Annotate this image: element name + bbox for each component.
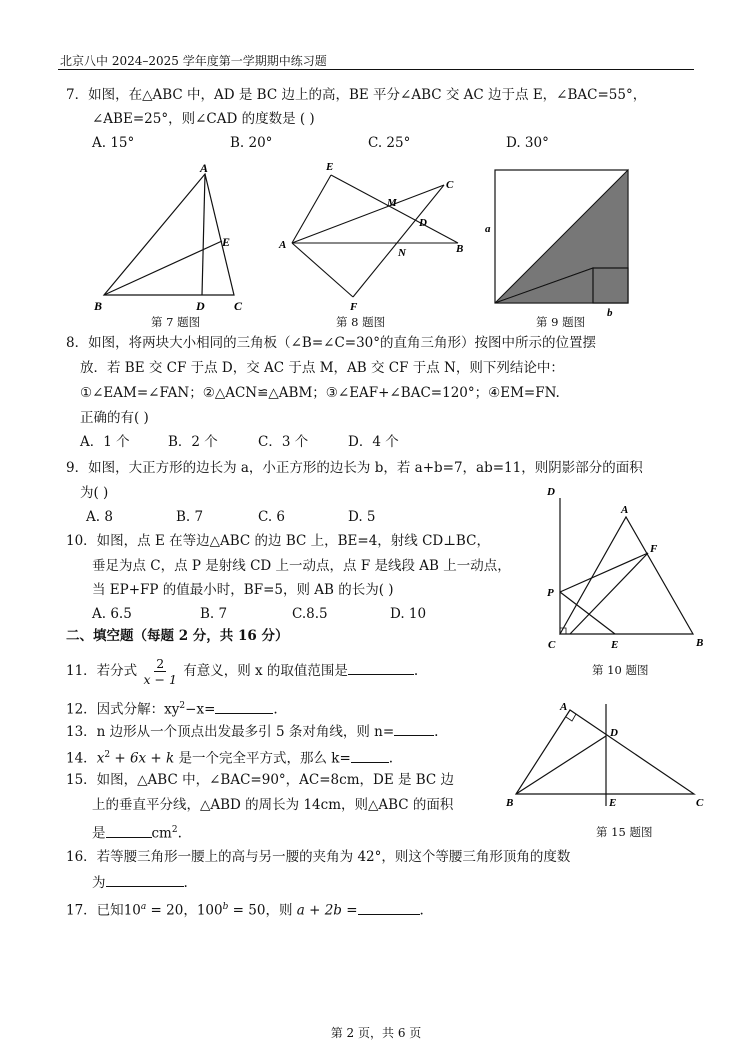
q12-prefix: 12．因式分解：xy: [66, 701, 180, 718]
fig15-label-c: C: [696, 797, 704, 809]
q17-prefix: 17．已知: [66, 902, 124, 919]
q11-answer-blank[interactable]: [348, 661, 414, 675]
q10-line2: 垂足为点 C，点 P 是射线 CD 上一动点，点 F 是线段 AB 上一动点，: [92, 558, 511, 574]
q17-e2-rest: = 50，则: [228, 902, 297, 919]
figure-7: [88, 158, 258, 328]
fig9-caption: 第 9 题图: [536, 315, 586, 329]
q8-option-b: B．2 个: [168, 434, 218, 450]
q10-option-c: C.8.5: [292, 606, 328, 622]
fig15-triangle-abc: [516, 710, 694, 794]
q8-option-d: D．4 个: [348, 434, 399, 450]
q7-line1: 7．如图，在△ABC 中，AD 是 BC 边上的高，BE 平分∠ABC 交 AC 边于点 E，∠BAC=55°，: [66, 87, 647, 103]
q14: [66, 746, 393, 768]
q11: [66, 656, 418, 687]
fig15-label-d: D: [610, 727, 618, 739]
fig7-label-b: B: [94, 299, 103, 313]
fig7-label-c: C: [234, 299, 243, 313]
q7-line2: ∠ABE=25°，则∠CAD 的度数是 ( ): [92, 111, 315, 127]
q16-line2-prefix: 为: [92, 875, 106, 891]
fig9-label-b: b: [607, 307, 613, 319]
header-rule: [58, 69, 694, 70]
fig7-triangle-abc: [104, 174, 234, 295]
q11-denominator: x − 1: [143, 672, 177, 687]
fig10-label-f: F: [650, 543, 658, 555]
q9-line2: 为( ): [80, 485, 109, 501]
q8-line1: 8．如图，将两块大小相同的三角板（∠B=∠C=30°的直角三角形）按图中所示的位置摆: [66, 335, 597, 351]
q13-answer-blank[interactable]: [394, 722, 434, 736]
q13-end: .: [434, 724, 439, 740]
fig10-caption: 第 10 题图: [592, 663, 649, 677]
q17: [66, 898, 424, 920]
q10-line1: 10．如图，点 E 在等边△ABC 的边 BC 上，BE=4，射线 CD⊥BC，: [66, 533, 490, 549]
q14-sup: 2: [104, 750, 111, 760]
fig10-line-pf: [560, 553, 648, 592]
fig8-label-b: B: [456, 243, 464, 255]
fig7-label-e: E: [222, 235, 231, 249]
q12: [66, 697, 278, 719]
q11-prefix: 11．若分式: [66, 663, 138, 679]
q11-fraction: [141, 656, 178, 687]
q9-option-b: B. 7: [176, 509, 204, 525]
q14-expr-a: x: [96, 750, 105, 767]
q13: [66, 722, 438, 741]
q12-answer-blank[interactable]: [215, 700, 273, 714]
figure-8: [270, 156, 480, 316]
fig8-label-d: D: [419, 217, 427, 229]
q14-end: .: [388, 750, 394, 767]
fig15-label-a: A: [560, 701, 568, 713]
q8-line2: 放．若 BE 交 CF 于点 D，交 AC 于点 M，AB 交 CF 于点 N，则下列结论中：: [80, 360, 564, 376]
q12-end: .: [273, 701, 278, 718]
fig8-label-n: N: [398, 247, 406, 259]
q10-line3: 当 EP+FP 的值最小时，BF=5，则 AB 的长为( ): [92, 582, 394, 598]
fig15-segment-bd: [516, 736, 606, 794]
q15-line1: 15．如图，△ABC 中，∠BAC=90°，AC=8cm，DE 是 BC 边: [66, 772, 455, 788]
figure-15: [498, 696, 718, 826]
fig9-label-a: a: [485, 223, 491, 235]
fig9-small-square: [593, 268, 628, 303]
q15-unit: cm: [151, 825, 172, 842]
q9-option-c: C. 6: [258, 509, 286, 525]
fig7-bisector-be: [104, 241, 222, 295]
fig10-label-b: B: [696, 637, 704, 649]
fig10-label-c: C: [548, 639, 556, 651]
q16-line2: [92, 873, 188, 892]
q11-suffix: 有意义，则 x 的取值范围是: [183, 663, 348, 679]
q7-option-c: C. 25°: [368, 135, 411, 151]
q15-end: .: [177, 825, 182, 842]
q9-option-a: A. 8: [86, 509, 113, 525]
q17-e1: 10: [123, 902, 141, 919]
fig7-label-d: D: [196, 299, 205, 313]
figure-10: [540, 480, 720, 655]
q10-option-b: B. 7: [200, 606, 228, 622]
fig8-label-e: E: [326, 161, 334, 173]
q14-prefix: 14．: [66, 750, 97, 767]
q17-eq: =: [341, 902, 358, 919]
fig8-label-f: F: [350, 301, 358, 313]
fig10-label-a: A: [621, 504, 629, 516]
fig7-label-a: A: [200, 161, 209, 175]
fig15-right-angle: [566, 714, 576, 721]
fig10-line-fe: [570, 553, 648, 634]
q8-line3: ①∠EAM=∠FAN；②△ACN≌△ABM；③∠EAF+∠BAC=120°；④EM=FN.: [80, 385, 560, 401]
section2-title: 二、填空题（每题 2 分，共 16 分）: [66, 628, 289, 644]
q17-answer-blank[interactable]: [358, 901, 420, 915]
q15-answer-blank[interactable]: [106, 824, 152, 838]
fig8-label-c: C: [446, 179, 454, 191]
q7-option-d: D. 30°: [506, 135, 549, 151]
q12-sup: 2: [179, 701, 186, 711]
q8-option-c: C．3 个: [258, 434, 309, 450]
q17-e2: 100: [196, 902, 223, 919]
q15-line3-prefix: 是: [92, 825, 106, 842]
q8-line4: 正确的有( ): [80, 410, 149, 426]
q14-answer-blank[interactable]: [351, 749, 389, 763]
figure-9: [480, 162, 640, 322]
q17-e1-sup: a: [140, 902, 147, 912]
q14-suffix: 是一个完全平方式，那么 k=: [174, 750, 351, 767]
q16-end: .: [183, 875, 188, 891]
fig10-label-p: P: [547, 587, 554, 599]
q15-line2: 上的垂直平分线，△ABD 的周长为 14cm，则△ABC 的面积: [92, 797, 454, 813]
q7-option-b: B. 20°: [230, 135, 273, 151]
fig10-label-e: E: [611, 639, 619, 651]
fig7-altitude-ad: [202, 174, 205, 295]
q13-prefix: 13．n 边形从一个顶点出发最多引 5 条对角线，则 n=: [66, 724, 395, 740]
q11-end: .: [413, 663, 419, 679]
q14-expr-b: + 6x + k: [110, 750, 175, 767]
fig15-caption: 第 15 题图: [596, 825, 653, 839]
q10-option-d: D. 10: [390, 606, 427, 622]
q16-line1: 16．若等腰三角形一腰上的高与另一腰的夹角为 42°，则这个等腰三角形顶角的度数: [66, 849, 571, 865]
fig8-label-m: M: [387, 197, 397, 209]
fig10-label-d: D: [547, 486, 555, 498]
q17-expr: a + 2b: [296, 902, 342, 919]
page-footer: 第 2 页，共 6 页: [330, 1026, 422, 1040]
q9-option-d: D. 5: [348, 509, 376, 525]
fig8-caption: 第 8 题图: [336, 315, 386, 329]
q7-option-a: A. 15°: [92, 135, 135, 151]
q10-option-a: A. 6.5: [92, 606, 132, 622]
q17-e2-sup: b: [222, 902, 229, 912]
q17-e1-rest: = 20，: [146, 902, 197, 919]
q15-line3: [92, 821, 182, 843]
fig10-line-pe: [560, 592, 615, 634]
q16-answer-blank[interactable]: [106, 873, 184, 887]
fig8-label-a: A: [279, 239, 287, 251]
q17-end: .: [419, 902, 424, 919]
page-header: 北京八中 2024–2025 学年度第一学期期中练习题: [60, 54, 327, 68]
q11-numerator: 2: [156, 656, 165, 671]
fig15-label-b: B: [506, 797, 514, 809]
fig15-label-e: E: [609, 797, 617, 809]
q15-unit-sup: 2: [171, 825, 178, 835]
q9-line1: 9．如图，大正方形的边长为 a，小正方形的边长为 b，若 a+b=7，ab=11，则阴影部分的面积: [66, 460, 643, 476]
q12-suffix: −x=: [185, 701, 216, 718]
fig7-caption: 第 7 题图: [151, 315, 201, 329]
q8-option-a: A．1 个: [80, 434, 130, 450]
